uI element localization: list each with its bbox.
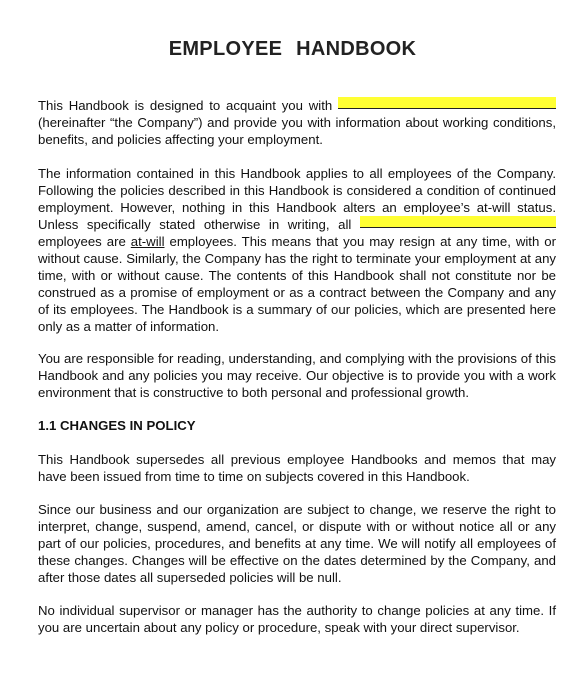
responsibility-paragraph: You are responsible for reading, understanding, and complying with the provisions of this Handbook and any policies you may receive. Our objective is to provide you with a work environment that is constructive to both personal and professional growth. — [38, 351, 556, 400]
title-word-employee: EMPLOYEE — [168, 38, 283, 60]
title-word-handbook: HANDBOOK — [296, 38, 417, 60]
company-name-blank[interactable] — [338, 97, 556, 109]
applicability-text-end: employees. This means that you may resign at any time, with or without cause. Similarly, the Company has the right to terminate your employment at any time, with or without cause. The contents of this Handbook shall not constitute nor be construed as a promise of employment or as a contract between the Company and any of its employees. The Handbook is a summary of our policies, which are presented here only as a matter of information. — [38, 234, 556, 334]
intro-paragraph — [38, 97, 556, 148]
supersede-paragraph: This Handbook supersedes all previous employee Handbooks and memos that may have been issued from time to time on subjects covered in this Handbook. — [38, 452, 556, 484]
page-title — [0, 38, 585, 61]
applicability-text-mid: employees are — [38, 234, 126, 249]
changes-paragraph: Since our business and our organization are subject to change, we reserve the right to interpret, change, suspend, amend, cancel, or dispute with or without notice all or any part of our policies, procedures, and benefits at any time. We will notify all employees of these changes. Changes will be effective on the dates determined by the Company, and after those dates all superseded policies will be null. — [38, 502, 556, 585]
intro-text-end: (hereinafter “the Company”) and provide you with information about working conditions, benefits, and policies affecting your employment. — [38, 115, 556, 147]
employee-type-blank[interactable] — [360, 216, 556, 228]
section-heading: 1.1 CHANGES IN POLICY — [38, 418, 196, 433]
applicability-paragraph — [38, 165, 556, 335]
supervisor-paragraph: No individual supervisor or manager has the authority to change policies at any time. If you are uncertain about any policy or procedure, speak with your direct supervisor. — [38, 603, 556, 635]
at-will-term: at-will — [130, 234, 165, 249]
applicability-text-start: The information contained in this Handbook applies to all employees of the Company. Following the policies described in this Handbook is considered a condition of continued employment. However, nothing in this Handbook alters an employee’s at-will status. Unless specifically stated otherwise in writing, all — [38, 166, 556, 232]
intro-text-start: This Handbook is designed to acquaint you with — [38, 98, 333, 113]
